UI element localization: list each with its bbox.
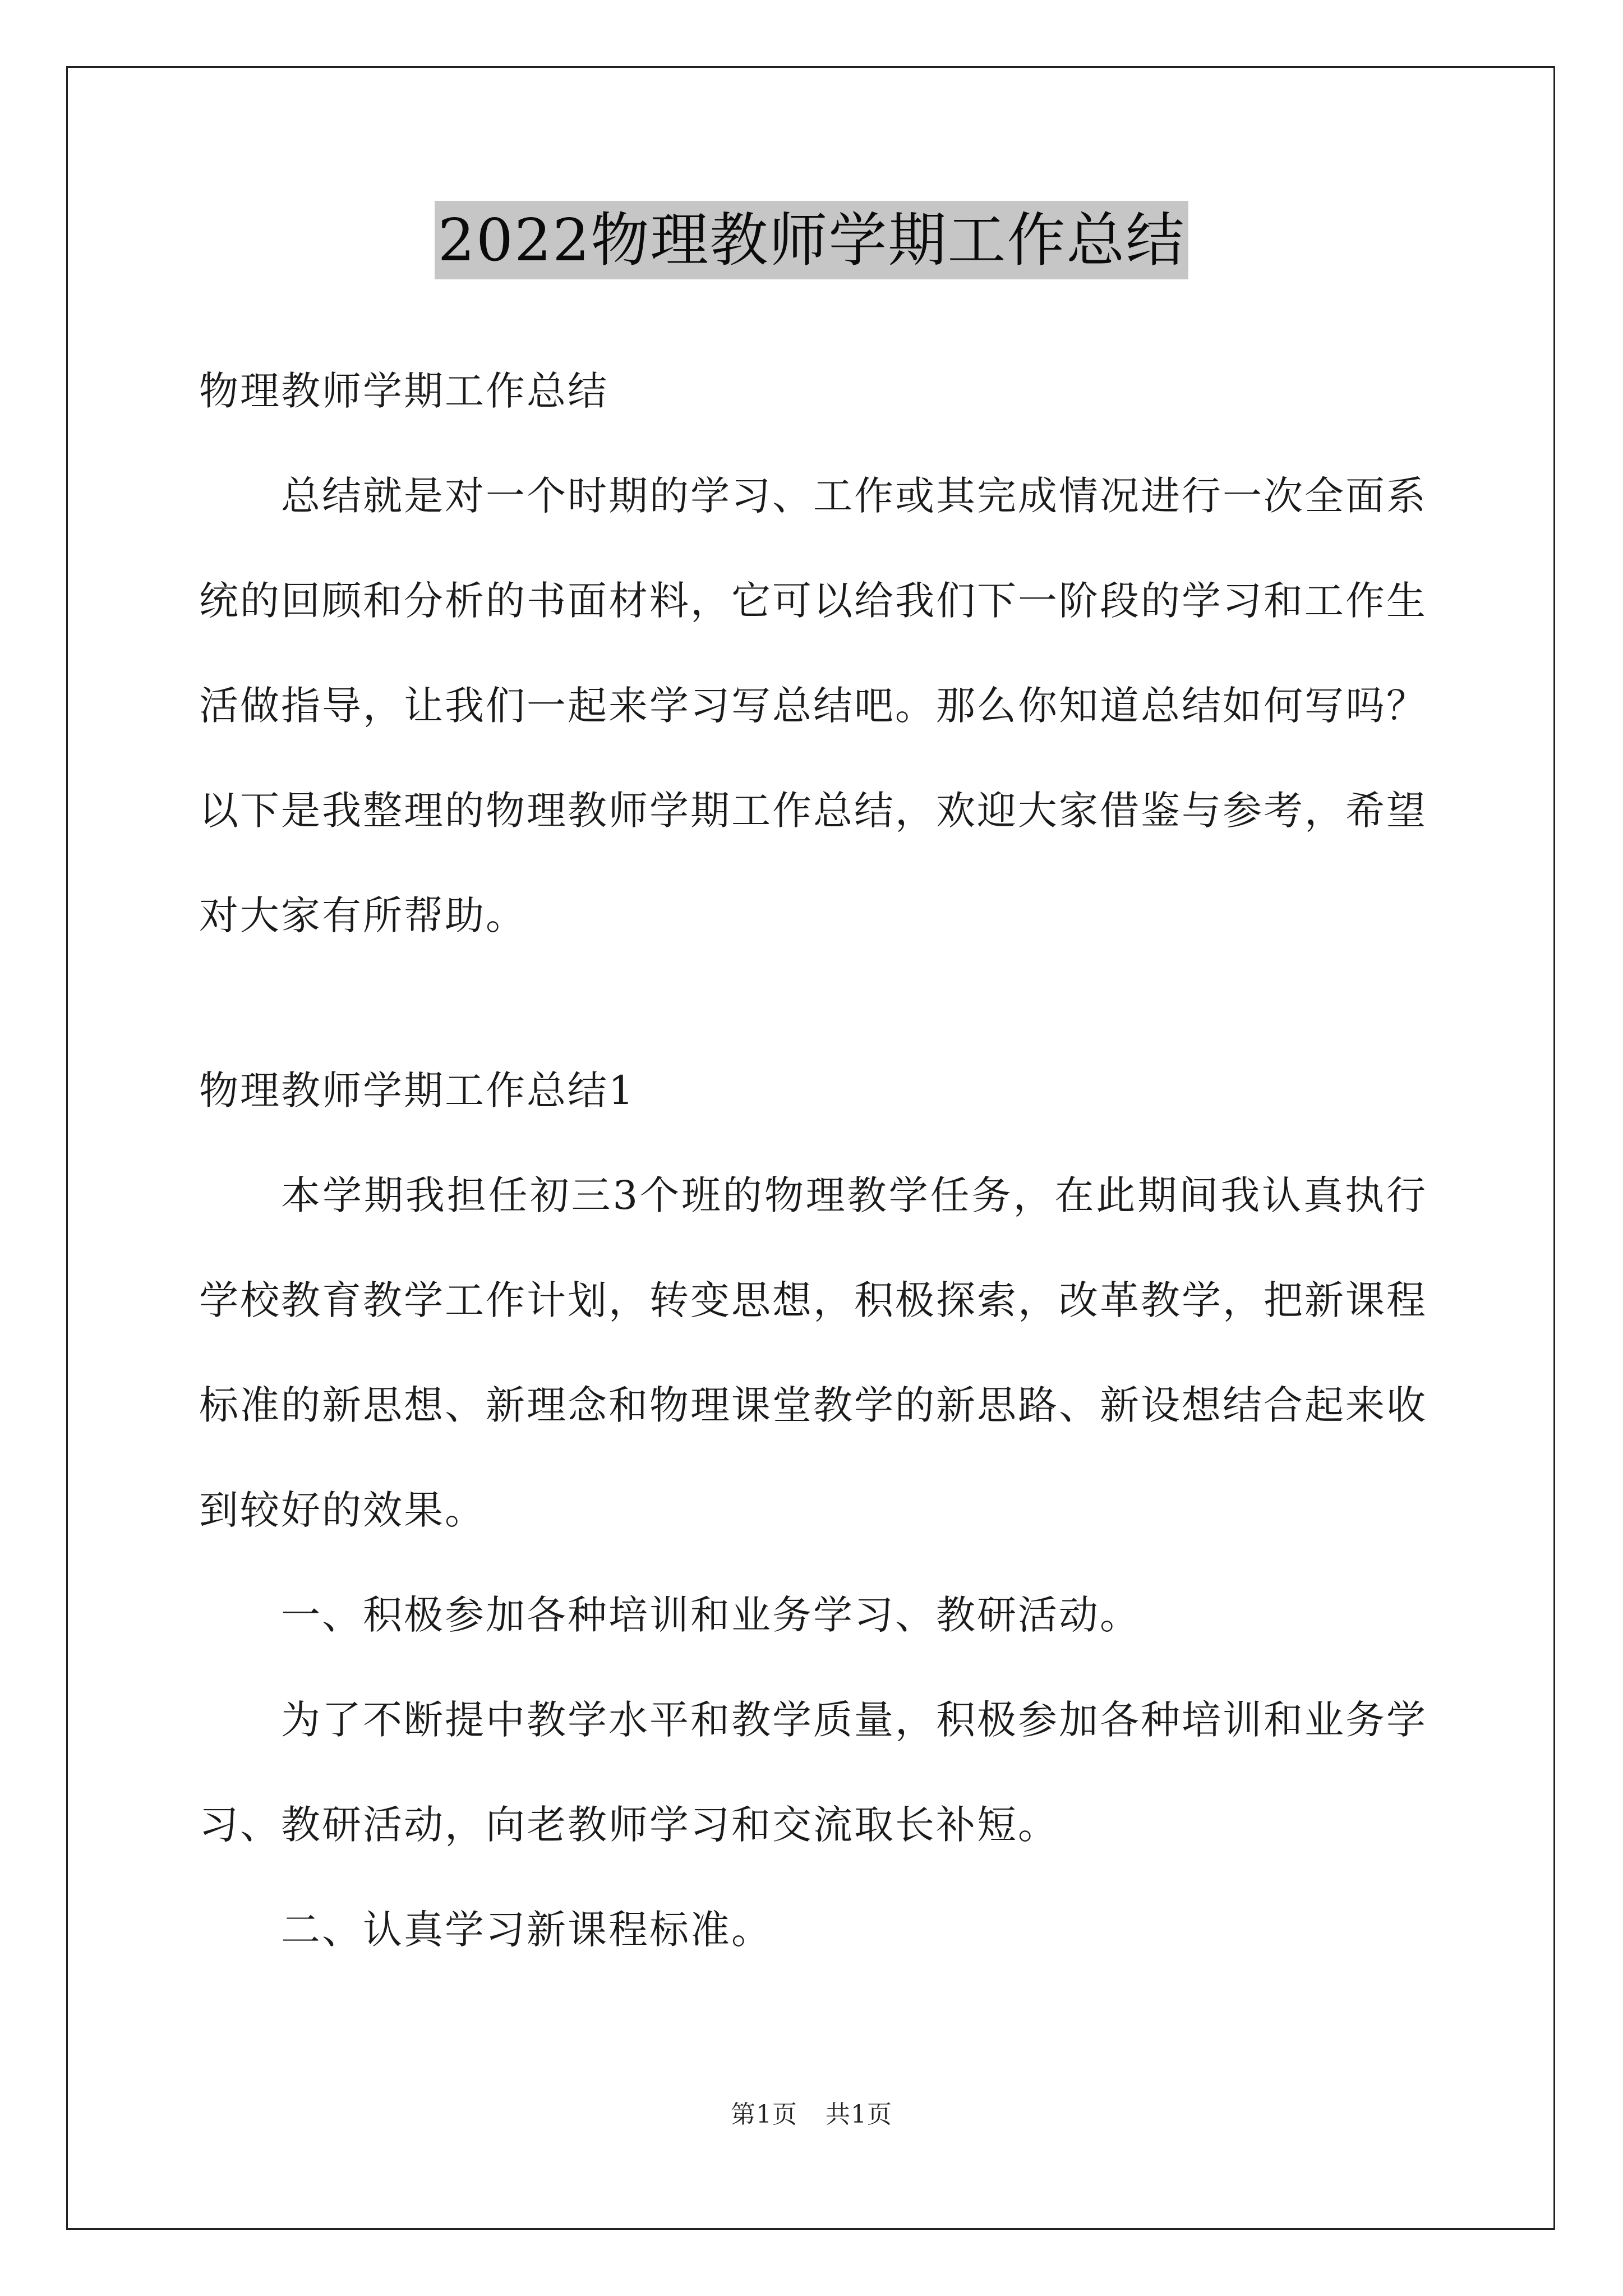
paragraph: 物理教师学期工作总结1 [199,1068,635,1114]
title-container [0,201,1623,279]
paragraph: 为了不断提中教学水平和教学质量，积极参加各种培训和业务学习、教研活动，向老教师学习和交流取长补短。 [199,1697,1427,1848]
page-total: 共1页 [826,2100,892,2129]
paragraph: 一、积极参加各种培训和业务学习、教研活动。 [281,1592,1141,1638]
paragraph: 二、认真学习新课程标准。 [281,1907,772,1953]
document-title: 2022物理教师学期工作总结 [435,201,1189,279]
document-body [199,339,1427,1982]
page-number: 第1页 [731,2100,797,2129]
paragraph: 总结就是对一个时期的学习、工作或其完成情况进行一次全面系统的回顾和分析的书面材料，它可以给我们下一阶段的学习和工作生活做指导，让我们一起来学习写总结吧。那么你知道总结如何写吗？以下是我整理的物理教师学期工作总结，欢迎大家借鉴与参考，希望对大家有所帮助。 [199,473,1427,938]
paragraph: 本学期我担任初三3个班的物理教学任务，在此期间我认真执行学校教育教学工作计划，转变思想，积极探索，改革教学，把新课程标准的新思想、新理念和物理课堂教学的新思路、新设想结合起来收到较好的效果。 [199,1172,1427,1533]
paragraph: 物理教师学期工作总结 [199,368,608,414]
page-footer [0,2098,1623,2132]
